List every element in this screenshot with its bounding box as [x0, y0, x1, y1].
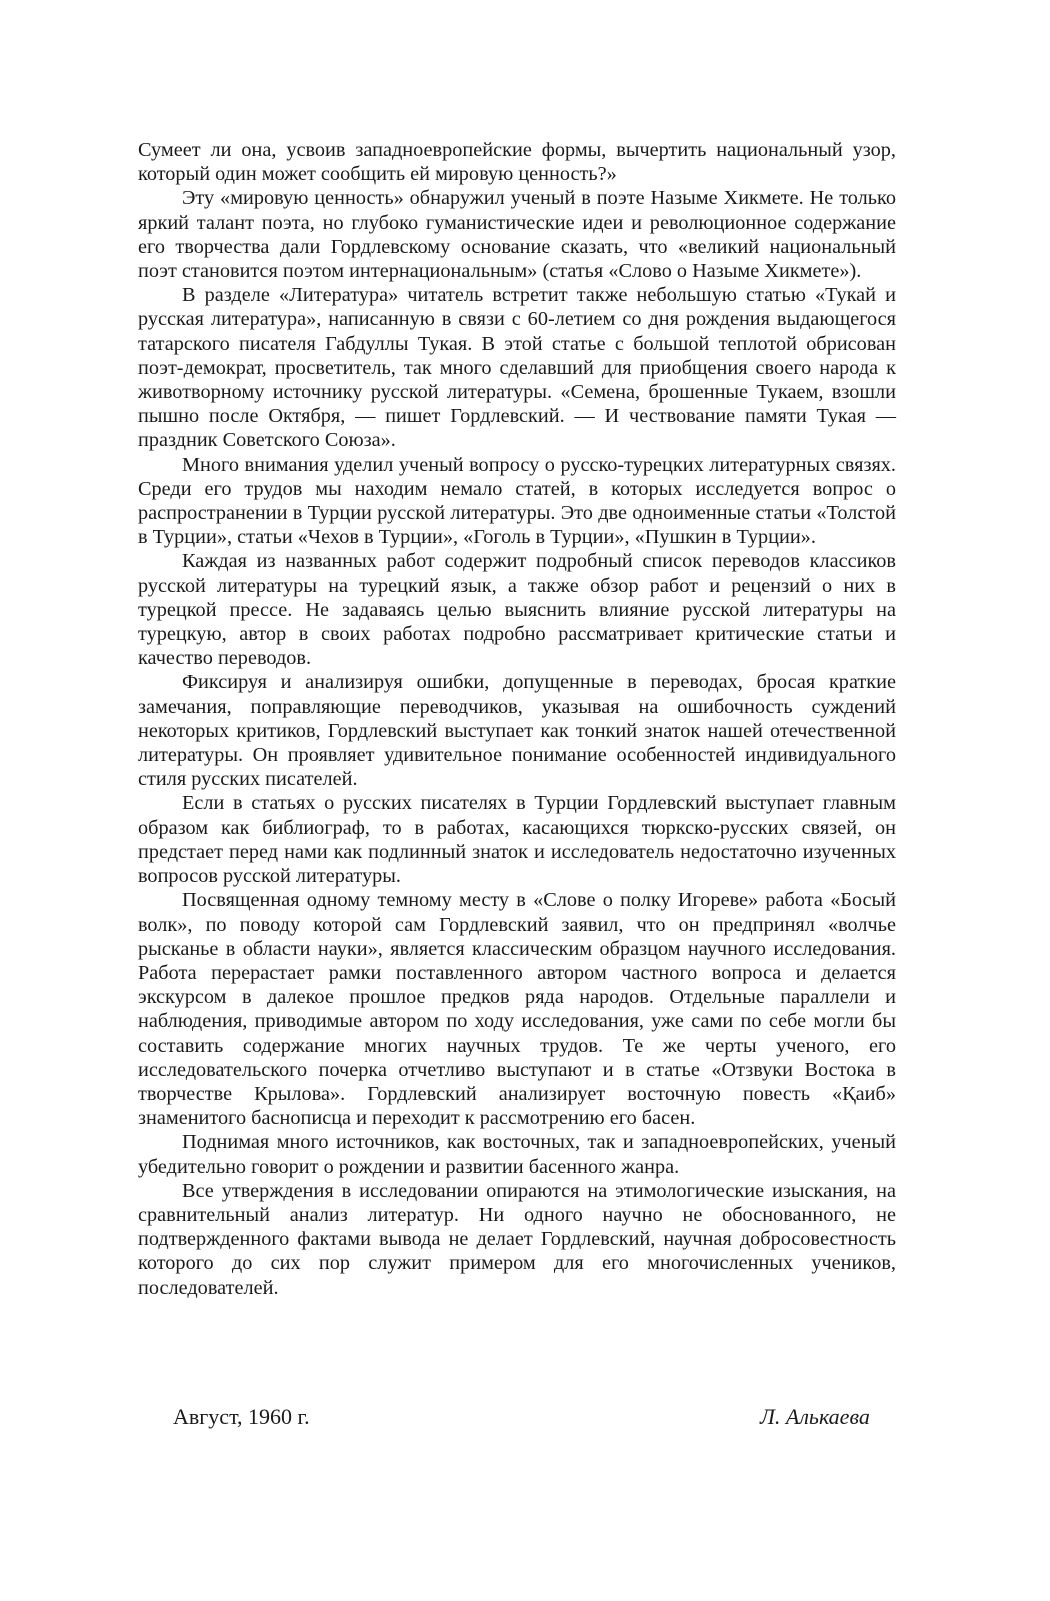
paragraph-3: В разделе «Литература» читатель встретит также небольшую статью «Тукай и русская литература», написанную в связи с 60-летием со дня рождения выдающегося татарского писателя Габдуллы Тукая. В этой статье с большой теплотой обрисован поэт-демократ, просветитель, так много сделавший для приобщения своего народа к животворному источнику русской литературы. «Семена, брошенные Тукаем, взошли пышно после Октября, — пишет Гордлевский. — И чествование памяти Тукая — праздник Советского Союза».: [138, 284, 896, 452]
paragraph-9: Поднимая много источников, как восточных, так и западноевропейских, ученый убедительно говорит о рождении и развитии басенного жанра.: [138, 1131, 896, 1178]
signature-date: Август, 1960 г.: [173, 1404, 310, 1429]
paragraph-6: Фиксируя и анализируя ошибки, допущенные в переводах, бросая краткие замечания, поправляющие переводчиков, указывая на ошибочность суждений некоторых критиков, Гордлевский выступает как тонкий знаток нашей отечественной литературы. Он проявляет удивительное понимание особенностей индивидуального стиля русских писателей.: [138, 671, 896, 791]
article-body: [138, 138, 896, 1300]
paragraph-5: Каждая из названных работ содержит подробный список переводов классиков русской литературы на турецкий язык, а также обзор работ и рецензий о них в турецкой прессе. Не задаваясь целью выяснить влияние русской литературы на турецкую, автор в своих работах подробно рассматривает критические статьи и качество переводов.: [138, 550, 896, 670]
paragraph-4: Много внимания уделил ученый вопросу о русско-турецких литературных связях. Среди его трудов мы находим немало статей, в которых исследуется вопрос о распространении в Турции русской литературы. Это две одноименные статьи «Толстой в Турции», статьи «Чехов в Турции», «Гоголь в Турции», «Пушкин в Турции».: [138, 453, 896, 549]
paragraph-7: Если в статьях о русских писателях в Турции Гордлевский выступает главным образом как библиограф, то в работах, касающихся тюркско-русских связей, он предстает перед нами как подлинный знаток и исследователь недостаточно изученных вопросов русской литературы.: [138, 792, 896, 888]
paragraph-10: Все утверждения в исследовании опираются на этимологические изыскания, на сравнительный анализ литератур. Ни одного научно не обоснованного, не подтвержденного фактами вывода не делает Гордлевский, научная добросовестность которого до сих пор служит примером для его многочисленных учеников, последователей.: [138, 1179, 896, 1299]
paragraph-1: Сумеет ли она, усвоив западноевропейские формы, вычертить национальный узор, который один может сообщить ей мировую ценность?»: [138, 139, 896, 186]
signature-author: Л. Алькаева: [760, 1404, 870, 1429]
paragraph-8: Посвященная одному темному месту в «Слове о полку Игореве» работа «Босый волк», по поводу которой сам Гордлевский заявил, что он предпринял «волчье рысканье в области науки», является классическим образцом научного исследования. Работа перерастает рамки поставленного автором частного вопроса и делается экскурсом в далекое прошлое предков ряда народов. Отдельные параллели и наблюдения, приводимые автором по ходу исследования, уже сами по себе могли бы составить содержание многих научных трудов. Те же черты ученого, его исследовательского почерка отчетливо выступают и в статье «Отзвуки Востока в творчестве Крылова». Гордлевский анализирует восточную повесть «Қаиб» знаменитого баснописца и переходит к рассмотрению его басен.: [138, 889, 896, 1130]
paragraph-2: Эту «мировую ценность» обнаружил ученый в поэте Назыме Хикмете. Не только яркий талант поэта, но глубоко гуманистические идеи и революционное содержание его творчества дали Гордлевскому основание сказать, что «великий национальный поэт становится поэтом интернациональным» (статья «Слово о Назыме Хикмете»).: [138, 187, 896, 283]
